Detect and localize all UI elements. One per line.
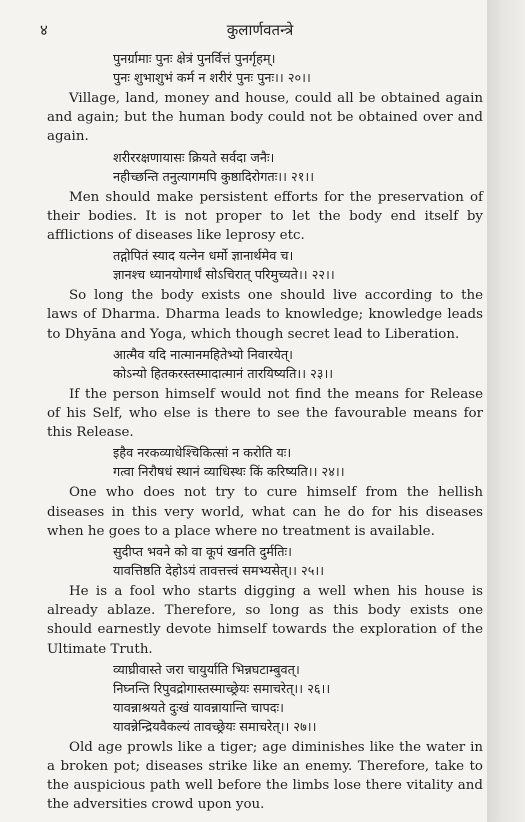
verse-20 [47, 50, 483, 88]
verse-line: शरीररक्षणायासः क्रियते सर्वदा जनैः। [113, 150, 275, 166]
translation-paragraph: Men should make persistent efforts for the preservation of their bodies. It is not proper to let the body end itself by afflictions of diseases like leprosy etc. [47, 189, 483, 244]
verse-line: पुनर्ग्रामाः पुनः क्षेत्रं पुनर्वित्तं पुनर्गृहम्। [113, 52, 276, 67]
verse-25 [47, 543, 483, 581]
verse-line: निघ्नन्ति रिपुवद्रोगास्तस्माच्छ्रेयः समाचरेत्।। २६।। [113, 681, 331, 697]
verse-line: ज्ञानश्च ध्यानयोगार्थं सोऽचिरात् परिमुच्यते।। २२।। [113, 268, 335, 284]
verse-line: यावत्तिष्ठति देहोऽयं तावत्तत्त्वं समभ्यसेत्।। २५।। [113, 564, 325, 580]
verse-line: इहैव नरकव्याधेश्चिकित्सां न करोति यः। [113, 446, 292, 462]
verse-26-27 [47, 661, 483, 737]
translation-paragraph: Village, land, money and house, could all be obtained again and again; but the human body could not be obtained over and again. [47, 91, 483, 145]
verse-line: व्याघ्रीवास्ते जरा चायुर्याति भिन्नघटाम्बुवत्। [113, 662, 300, 678]
verse-line: यावन्नाश्रयते दुःखं यावन्नायान्ति चापदः। [113, 700, 284, 716]
page-header [40, 20, 480, 44]
translation-paragraph: So long the body exists one should live according to the laws of Dharma. Dharma leads to knowledge; knowledge leads to Dhyāna and Yoga, which though secret lead to Liberation. [47, 288, 483, 342]
page-number: ४ [40, 21, 48, 39]
page-content [47, 50, 483, 817]
verse-line: यावन्नेन्द्रियवैकल्यं तावच्छ्रेयः समाचरेत्।। २७।। [113, 719, 317, 735]
verse-line: तद्गोपितं स्याद यत्नेन धर्मो ज्ञानार्थमेव च। [113, 249, 294, 265]
verse-line: पुनः शुभाशुभं कर्म न शरीरं पुनः पुनः।। २०।। [113, 71, 311, 86]
verse-line: गत्वा निरौषधं स्थानं व्याधिस्थः किं करिष्यति।। २४।। [113, 465, 345, 481]
verse-22 [47, 247, 483, 285]
verse-line: सुदीप्त भवने को वा कूपं खनति दुर्मतिः। [113, 545, 292, 561]
verse-21 [47, 149, 483, 187]
page-edge-shadow [487, 0, 525, 822]
verse-24 [47, 444, 483, 482]
translation-paragraph: One who does not try to cure himself from the hellish diseases in this very world, what can he do for his diseases when he goes to a place where no treatment is available. [47, 485, 483, 539]
verse-line: कोऽन्यो हितकरस्तस्मादात्मानं तारयिष्यति।। २३।। [113, 366, 334, 382]
translation-paragraph: Old age prowls like a tiger; age diminishes like the water in a broken pot; diseases strike like an enemy. Therefore, take to the auspicious path well before the limbs lose there vitality and the adversities crowd upon you. [47, 739, 483, 813]
translation-paragraph: He is a fool who starts digging a well when his house is already ablaze. Therefore, so long as this body exists one should earnestly devote himself towards the exploration of the Ultimate Truth. [47, 584, 483, 657]
running-title: कुलार्णवतन्त्रे [226, 21, 294, 39]
verse-line: नहीच्छन्ति तनुत्यागमपि कुष्ठादिरोगतः।। २१।। [113, 169, 315, 185]
verse-23 [47, 346, 483, 384]
translation-paragraph: If the person himself would not find the means for Release of his Self, who else is there to see the favourable means for this Release. [47, 386, 483, 441]
verse-line: आत्मैव यदि नात्मानमहितेभ्यो निवारयेत्। [113, 347, 294, 363]
